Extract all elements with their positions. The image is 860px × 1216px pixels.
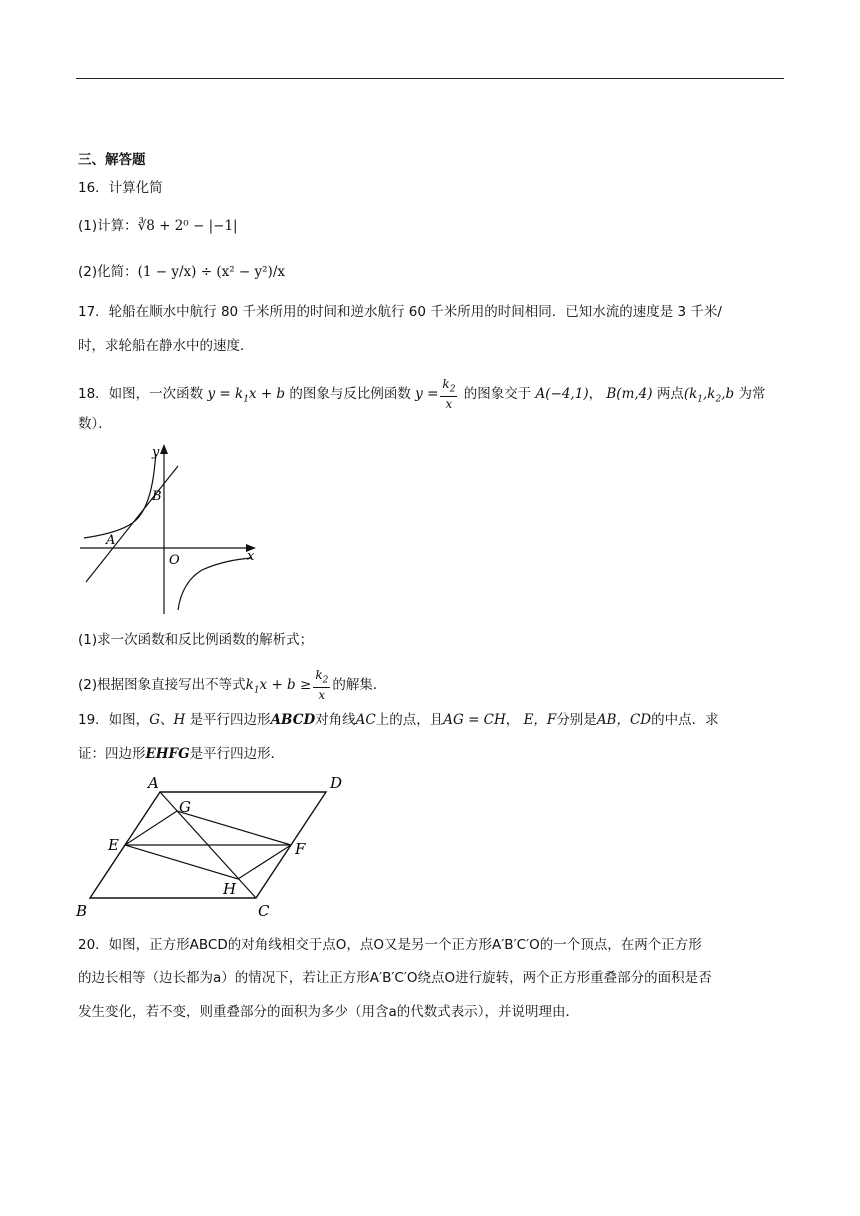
- q19-line2-text-a: 证：四边形: [78, 746, 146, 762]
- label-g: G: [179, 798, 191, 816]
- q19-line2-text-b: 是平行四边形．: [189, 746, 285, 762]
- q19-line1: 19．如图，G、H 是平行四边形ABCD对角线AC上的点，且AG = CH， E，F分别是AB，CD的中点．求: [78, 712, 719, 728]
- q16-stem: 16．计算化简: [78, 180, 163, 196]
- label-e: E: [108, 836, 119, 854]
- y-axis-label: y: [152, 445, 160, 460]
- q19-text-e: 上的点，且: [375, 712, 444, 728]
- label-d: D: [330, 774, 343, 792]
- q18-sub2-text-b: 的解集．: [332, 677, 387, 694]
- label-f: F: [295, 840, 306, 858]
- q18-graph: [76, 442, 266, 618]
- q19-text-b: 、: [159, 712, 174, 728]
- q18-constants: ($k_1,k_2,b$: [683, 386, 735, 405]
- header-rule: [76, 78, 784, 79]
- q19-text-g: 分别是: [556, 712, 597, 728]
- q18-point-b: B(m,4): [606, 386, 653, 403]
- q18-inequality-frac: $\frac{k_2}{x}$: [315, 668, 329, 703]
- q18-inverse-func: y =: [415, 386, 439, 403]
- q18-sub1: (1)求一次函数和反比例函数的解析式；: [78, 632, 314, 648]
- q19-line2: 证：四边形EHFG是平行四边形．: [78, 746, 285, 762]
- q19-text-a: 19．如图，: [78, 712, 150, 728]
- q18-text-c: 的图象交于: [463, 386, 532, 403]
- q18-point-a: A(−4,1): [535, 386, 589, 403]
- q18-line1: [78, 377, 765, 411]
- label-b: B: [76, 902, 88, 920]
- label-c: C: [258, 902, 270, 920]
- x-axis-label: x: [247, 549, 255, 564]
- point-b-label: B: [152, 489, 162, 504]
- q20-line1: 20．如图，正方形ABCD的对角线相交于点O，点O又是另一个正方形A′B′C′O的一个顶点，在两个正方形: [78, 937, 702, 953]
- q18-text-d: ，: [588, 386, 603, 403]
- y-axis-arrow: [160, 444, 168, 454]
- q19-text-h: 的中点．求: [651, 712, 719, 728]
- q16-p2-label: (2)化简：: [78, 264, 138, 280]
- section-title: 三、解答题: [78, 152, 146, 168]
- q18-text-a: 18．如图，一次函数: [78, 386, 204, 403]
- q18-sub2: [78, 668, 386, 702]
- q18-text-e: 两点: [656, 386, 684, 403]
- q16-p2-expr: (1 − y/x) ÷ (x² − y²)/x: [137, 264, 285, 280]
- q16-p1-label: (1)计算：: [78, 218, 138, 234]
- q19-text-c: 是平行四边形: [189, 712, 271, 728]
- q19-text-f: ，: [505, 712, 520, 728]
- q16-p1-expr: ∛8 + 2⁰ − |−1|: [137, 218, 238, 234]
- q18-linear-func: $y = k_1x + b$: [207, 386, 286, 405]
- q17-line2: 时，求轮船在静水中的速度．: [78, 338, 254, 354]
- q18-text-b: 的图象与反比例函数: [289, 386, 411, 403]
- q18-sub2-text-a: (2)根据图象直接写出不等式: [78, 677, 246, 694]
- q17-line1: 17．轮船在顺水中航行 80 千米所用的时间和逆水航行 60 千米所用的时间相同．已知水流的速度是 3 千米/: [78, 304, 722, 320]
- label-a: A: [148, 774, 159, 792]
- q18-inequality: $k_1x + b$ ≥: [245, 677, 312, 696]
- hyperbola-branch-right: [178, 558, 252, 610]
- q19-text-d: 对角线: [315, 712, 356, 728]
- q18-text-f: 为常: [738, 386, 766, 403]
- q20-line2: 的边长相等（边长都为a）的情况下，若让正方形A′B′C′O绕点O进行旋转，两个正方形重叠部分的面积是否: [78, 970, 712, 986]
- label-h: H: [223, 880, 237, 898]
- q20-line3: 发生变化，若不变，则重叠部分的面积为多少（用含a的代数式表示），并说明理由．: [78, 1004, 580, 1020]
- point-a-label: A: [106, 533, 116, 548]
- q18-k2-over-x: $\frac{k_2}{x}$: [442, 377, 456, 412]
- q16-part2: [78, 262, 285, 282]
- hyperbola-branch-left: [84, 454, 156, 538]
- q19-figure: [74, 770, 364, 922]
- q16-part1: [78, 216, 238, 236]
- origin-label: O: [169, 553, 180, 568]
- q18-line2: 数）．: [78, 416, 112, 432]
